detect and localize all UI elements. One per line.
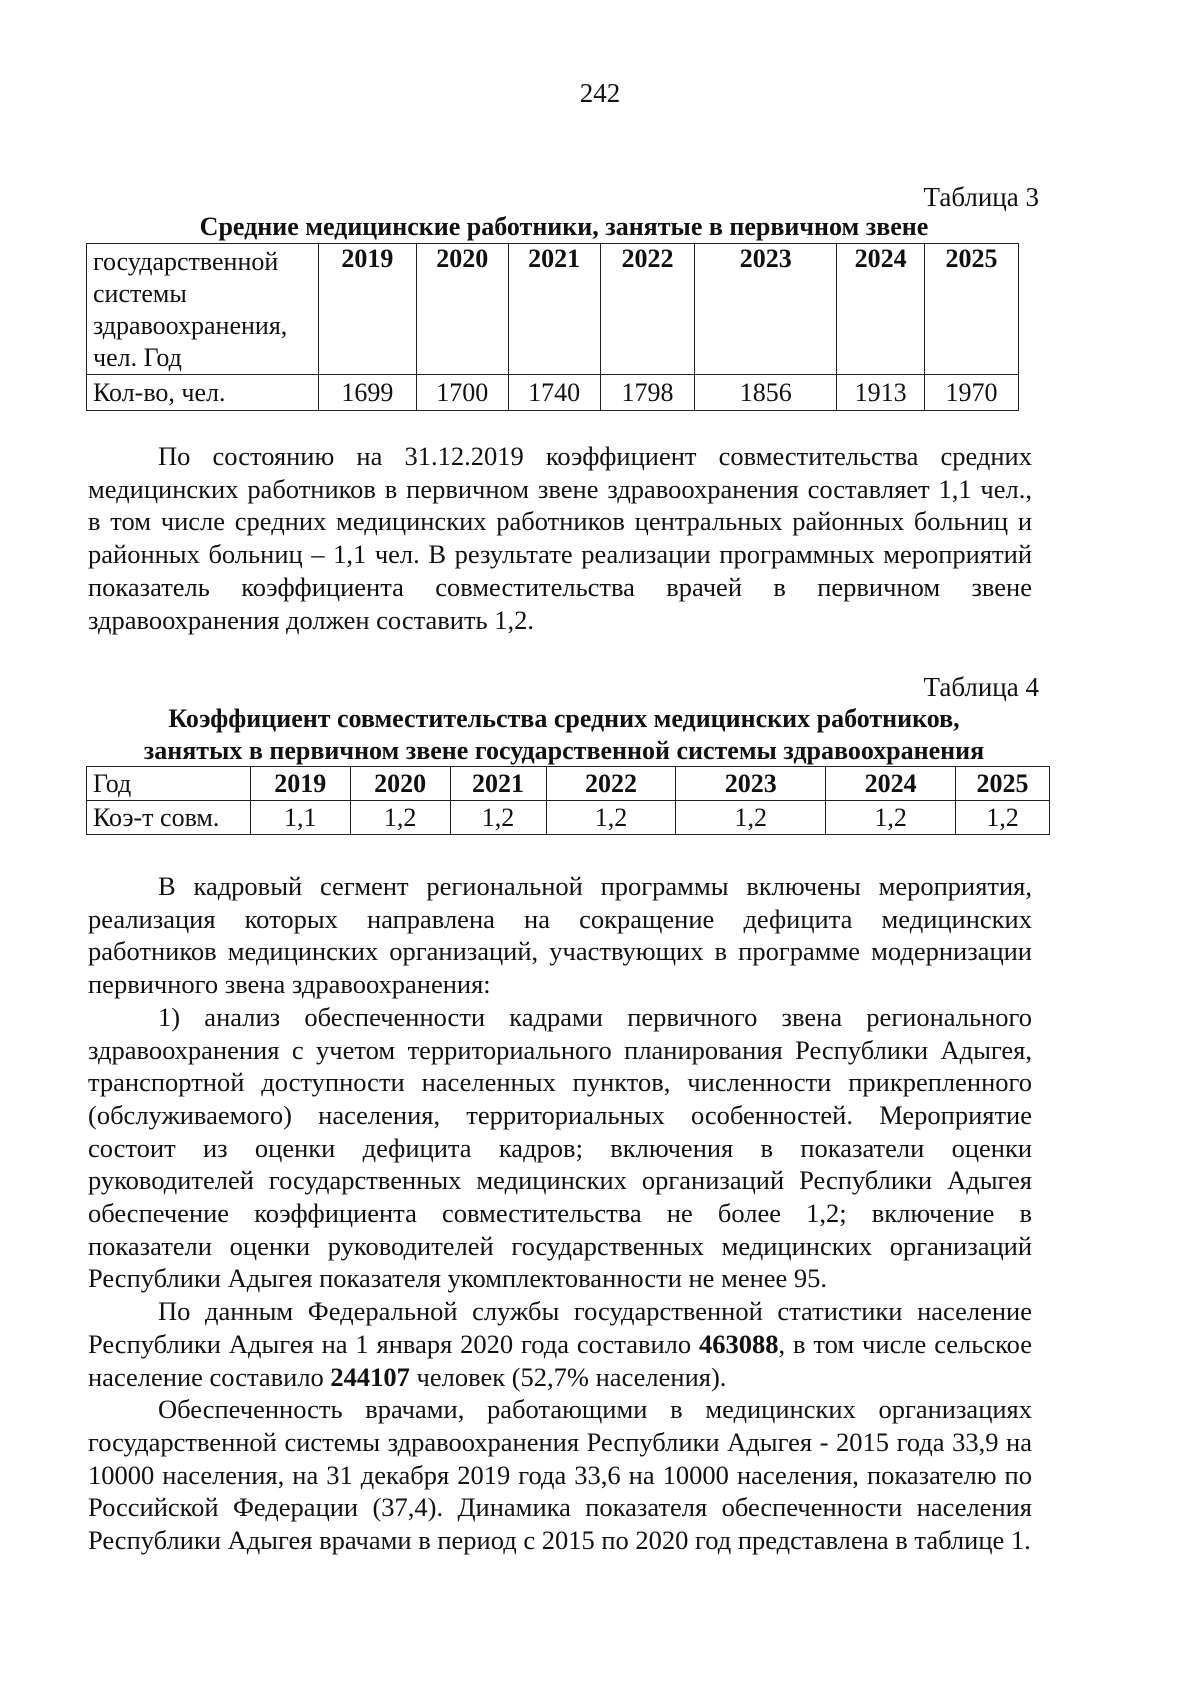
table3-header-first: государственной системы здравоохранения, чел. Год <box>87 244 319 375</box>
table4-value: 1,2 <box>546 801 676 835</box>
table3-value: 1970 <box>925 375 1019 411</box>
table4-value: 1,2 <box>956 801 1050 835</box>
text-span: По данным Федеральной службы государственной статистики население Республики Адыгея на 1 января 2020 года составило <box>88 1296 1032 1359</box>
table4-row-label: Коэ-т совм. <box>87 801 251 835</box>
table4-value: 1,2 <box>450 801 546 835</box>
table4-header-first: Год <box>87 767 251 801</box>
paragraph-analysis: 1) анализ обеспеченности кадрами первичного звена регионального здравоохранения с учетом территориального планирования Республики Адыгея, транспортной доступности населенных пунктов, численности прикрепленного (обслуживаемого) населения, территориальных особенностей. Мероприятие состоит из оценки дефицита кадров; включения в показатели оценки руководителей государственных медицинских организаций Республики Адыгея обеспечение коэффициента совместительства не более 1,2; включение в показатели оценки руководителей государственных медицинских организаций Республики Адыгея показателя укомплектованности не менее 95. <box>88 1001 1032 1294</box>
table3-title: Средние медицинские работники, занятые в первичном звене <box>199 212 929 241</box>
table3-year: 2022 <box>600 244 695 375</box>
table3-year: 2023 <box>695 244 837 375</box>
text-span: человек (52,7% населения). <box>409 1361 727 1392</box>
table4-year: 2021 <box>450 767 546 801</box>
table3-row-label: Кол-во, чел. <box>87 375 319 411</box>
table3-data-row <box>87 375 1019 411</box>
table4-data-row <box>87 801 1050 835</box>
table4-value: 1,2 <box>350 801 450 835</box>
table4-header-row <box>87 767 1050 801</box>
table4-title-line2: занятых в первичном звене государственной системы здравоохранения <box>143 736 985 765</box>
table3-value: 1798 <box>600 375 695 411</box>
paragraph-population <box>88 1295 1032 1393</box>
table3-year: 2020 <box>416 244 508 375</box>
page-number: 242 <box>579 78 621 108</box>
table3-value: 1856 <box>695 375 837 411</box>
table4-year: 2022 <box>546 767 676 801</box>
table4-value: 1,2 <box>826 801 956 835</box>
table3-value: 1740 <box>508 375 600 411</box>
table3-value: 1699 <box>318 375 416 411</box>
paragraph-text: По состоянию на 31.12.2019 коэффициент совместительства средних медицинских работников в первичном звене здравоохранения составляет 1,1 чел., в том числе средних медицинских работников центральных районных больниц и районных больниц – 1,1 чел. В результате реализации программных мероприятий показатель коэффициента совместительства врачей в первичном звене здравоохранения должен составить 1,2. <box>88 441 1032 635</box>
table4-year: 2020 <box>350 767 450 801</box>
table3-year: 2021 <box>508 244 600 375</box>
rural-population: 244107 <box>330 1361 410 1392</box>
table3 <box>86 243 1019 411</box>
table4 <box>86 766 1050 835</box>
table4-title-line1: Коэффициент совместительства средних медицинских работников, <box>168 704 960 733</box>
table4-year: 2023 <box>676 767 826 801</box>
paragraph-doctor-provision: Обеспеченность врачами, работающими в медицинских организациях государственной системы здравоохранения Республики Адыгея - 2015 года 33,9 на 10000 населения, на 31 декабря 2019 года 33,6 на 10000 населения, показателю по Российской Федерации (37,4). Динамика показателя обеспеченности населения Республики Адыгея врачами в период с 2015 по 2020 год представлена в таблице 1. <box>88 1394 1032 1556</box>
table3-value: 1700 <box>416 375 508 411</box>
table4-year: 2019 <box>250 767 350 801</box>
table4-value: 1,1 <box>250 801 350 835</box>
table3-year: 2019 <box>318 244 416 375</box>
table3-header-row <box>87 244 1019 375</box>
table4-year: 2024 <box>826 767 956 801</box>
body-text <box>88 870 1032 1557</box>
table4-year: 2025 <box>956 767 1050 801</box>
paragraph-staffing-segment: В кадровый сегмент региональной программы включены мероприятия, реализация которых направлена на сокращение дефицита медицинских работников медицинских организаций, участвующих в программе модернизации первичного звена здравоохранения: <box>88 871 1032 1000</box>
table4-value: 1,2 <box>676 801 826 835</box>
paragraph-coefficient-2019 <box>88 440 1032 636</box>
table3-year: 2025 <box>925 244 1019 375</box>
table3-year: 2024 <box>837 244 925 375</box>
table3-label: Таблица 3 <box>923 182 1039 212</box>
text-span: , в том числе сельское население составило <box>88 1328 1032 1392</box>
population-total: 463088 <box>699 1328 779 1359</box>
table4-label: Таблица 4 <box>923 672 1039 702</box>
table3-value: 1913 <box>837 375 925 411</box>
